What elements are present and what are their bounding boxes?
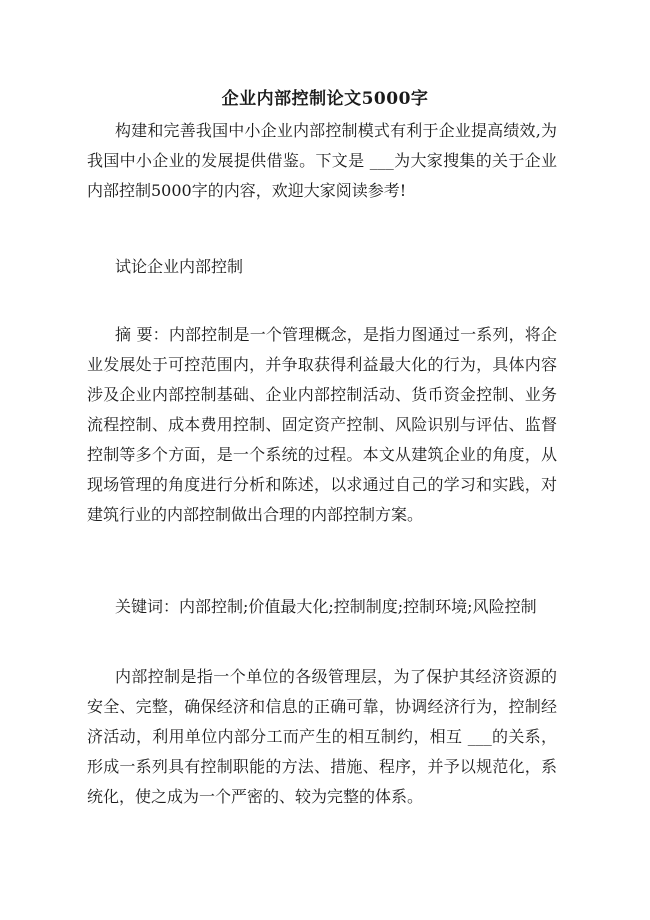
intro-paragraph: 构建和完善我国中小企业内部控制模式有利于企业提高绩效,为我国中小企业的发展提供借鉴。下文是 ___为大家搜集的关于企业内部控制5000字的内容，欢迎大家阅读参考! (87, 121, 557, 200)
body-paragraph: 内部控制是指一个单位的各级管理层，为了保护其经济资源的安全、完整，确保经济和信息的正确可靠，协调经济行为，控制经济活动，利用单位内部分工而产生的相互制约，相互 ___的关系，形成一系列具有控制职能的方法、措施、程序，并予以规范化，系统化，使之成为一个严密的、较为完整的体系。 (87, 667, 557, 806)
section-subheading: 试论企业内部控制 (115, 257, 244, 276)
document-title: 企业内部控制论文5000字 (221, 89, 429, 109)
abstract-paragraph: 摘 要：内部控制是一个管理概念，是指力图通过一系列，将企业发展处于可控范围内，并争取获得利益最大化的行为，具体内容涉及企业内部控制基础、企业内部控制活动、货币资金控制、业务流程控制、成本费用控制、固定资产控制、风险识别与评估、监督控制等多个方面，是一个系统的过程。本文从建筑企业的角度，从现场管理的角度进行分析和陈述，以求通过自己的学习和实践，对建筑行业的内部控制做出合理的内部控制方案。 (87, 325, 557, 524)
keywords-paragraph: 关键词：内部控制;价值最大化;控制制度;控制环境;风险控制 (115, 597, 537, 616)
